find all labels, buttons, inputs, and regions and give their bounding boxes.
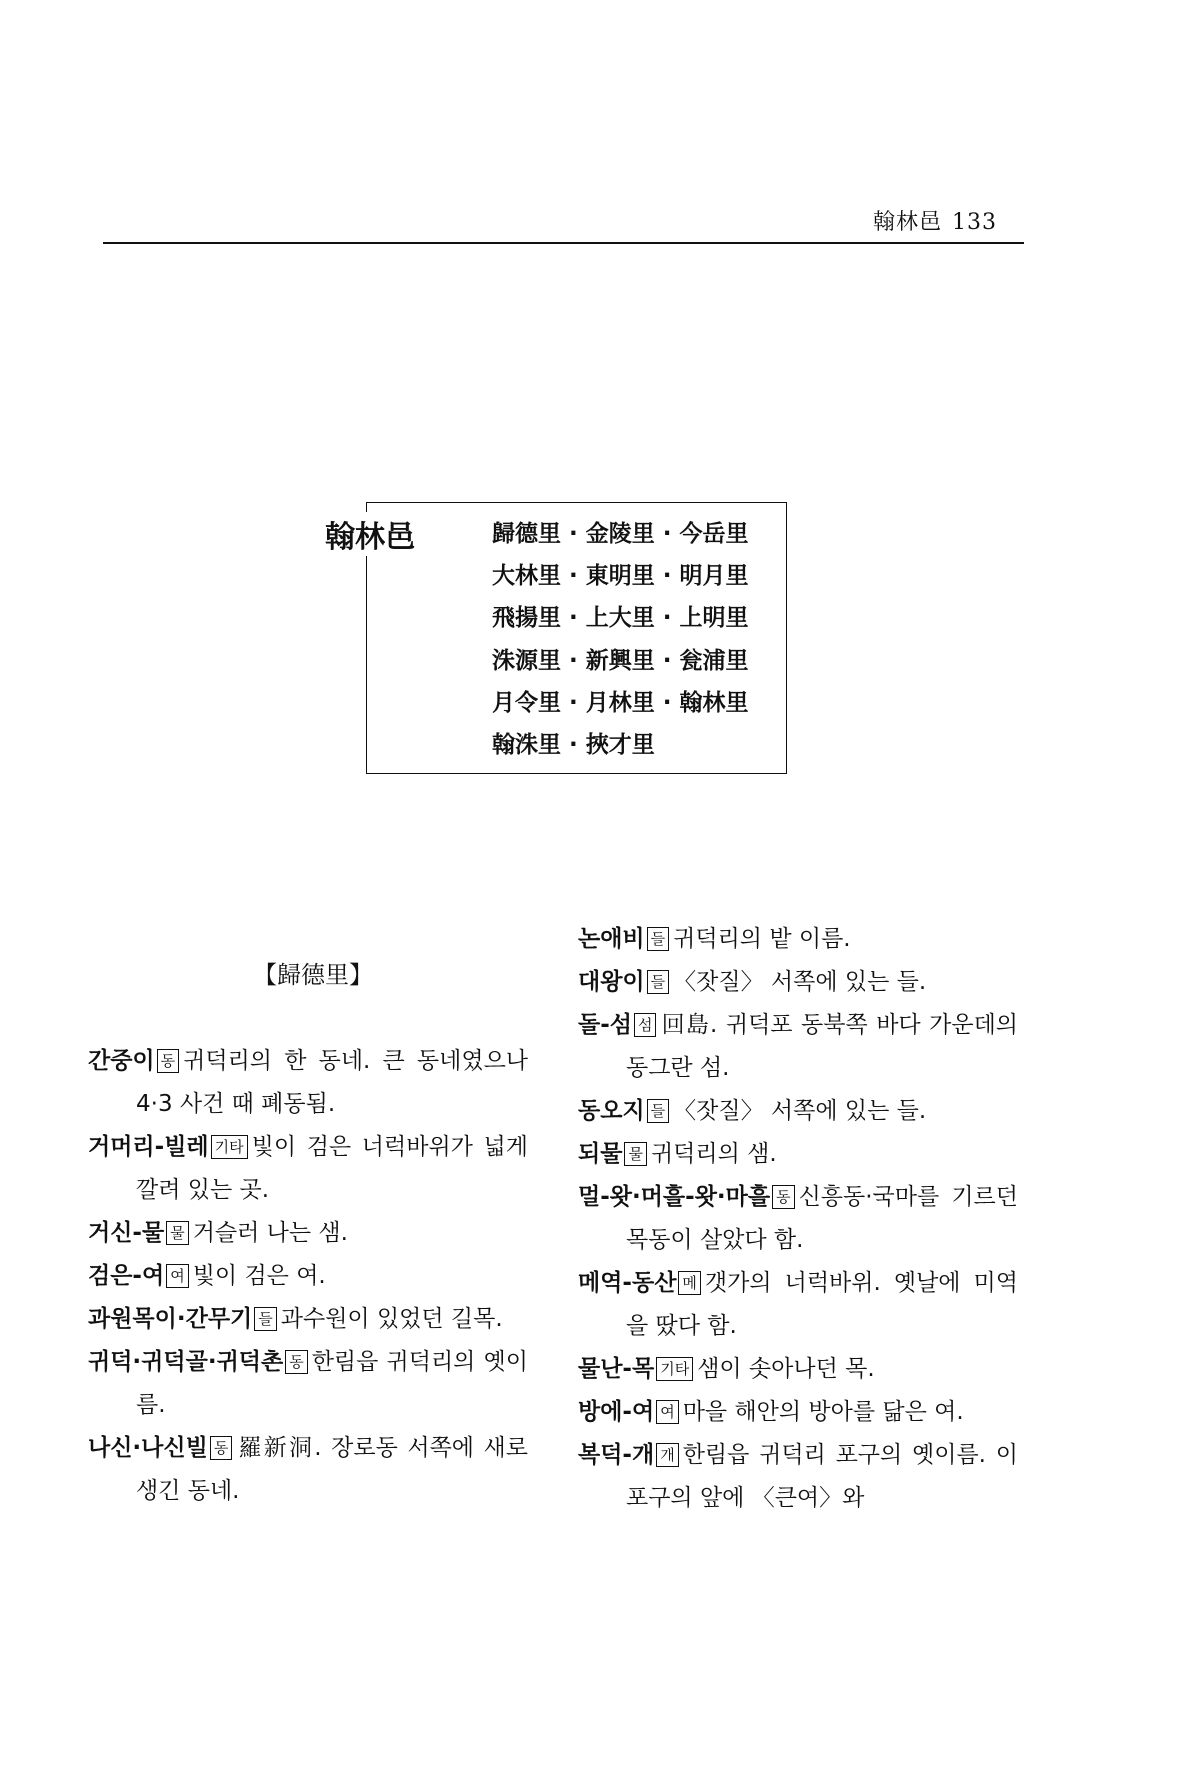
- subheading: 【歸德里】: [253, 961, 373, 989]
- entry-text: 回島. 귀덕포 동북쪽 바다 가운데의 동그란 섬.: [626, 1012, 1018, 1081]
- header-rule: [103, 242, 1024, 244]
- entry-head: 동오지: [578, 1098, 645, 1124]
- entry: [578, 1004, 1018, 1090]
- entries-left-column: [88, 1040, 528, 1513]
- entry-tag: 메: [678, 1271, 701, 1295]
- entry-head: 물난-목: [578, 1356, 655, 1382]
- entry: [578, 1262, 1018, 1348]
- entry-tag: 여: [166, 1264, 189, 1288]
- entry-tag: 섬: [634, 1013, 657, 1037]
- entry-head: 거머리-빌레: [88, 1134, 209, 1160]
- entry-tag: 동: [772, 1185, 795, 1209]
- entry-head: 메역-동산: [578, 1270, 677, 1296]
- entry: [88, 1126, 528, 1212]
- entry: [88, 1255, 528, 1298]
- section-title: 翰林邑: [323, 512, 421, 556]
- entry-head: 멀-왓·머흘-왓·마흘: [578, 1184, 771, 1210]
- entry-head: 검은-여: [88, 1263, 165, 1289]
- village-line: 洙源里 · 新興里 · 瓮浦里: [492, 647, 749, 674]
- entry-text: 羅新洞. 장로동 서쪽에 새로 생긴 동네.: [136, 1435, 528, 1504]
- entry-text: 빛이 검은 너럭바위가 넓게 깔려 있는 곳.: [136, 1134, 528, 1203]
- entry: [578, 1434, 1018, 1520]
- entry-head: 거신-물: [88, 1220, 165, 1246]
- entry-tag: 동: [157, 1049, 180, 1073]
- village-line: 月令里 · 月林里 · 翰林里: [492, 689, 749, 716]
- village-line: 大林里 · 東明里 · 明月里: [492, 563, 749, 590]
- entry-tag: 기타: [656, 1357, 693, 1381]
- entry: [578, 1176, 1018, 1262]
- entry-text: 한림읍 귀덕리의 옛이름.: [136, 1349, 528, 1418]
- entry-text: 갯가의 너럭바위. 옛날에 미역을 땄다 함.: [626, 1270, 1018, 1339]
- entry-tag: 들: [647, 927, 670, 951]
- entry-text: 귀덕리의 밭 이름.: [673, 926, 851, 952]
- entry-tag: 들: [647, 1099, 670, 1123]
- village-list: [492, 513, 749, 766]
- entry-text: 거슬러 나는 샘.: [192, 1220, 348, 1246]
- entry-text: 마을 해안의 방아를 닮은 여.: [682, 1399, 964, 1425]
- entry-text: 과수원이 있었던 길목.: [280, 1306, 503, 1332]
- entry: [578, 1348, 1018, 1391]
- running-title: 翰林邑: [872, 210, 942, 235]
- entries-right-column: [578, 918, 1018, 1520]
- entry-tag: 물: [166, 1221, 189, 1245]
- village-line: 飛揚里 · 上大里 · 上明里: [492, 605, 749, 632]
- entry-text: 빛이 검은 여.: [192, 1263, 326, 1289]
- entry-tag: 들: [254, 1307, 277, 1331]
- entry: [88, 1040, 528, 1126]
- entry: [88, 1341, 528, 1427]
- entry: [578, 1133, 1018, 1176]
- entry: [578, 961, 1018, 1004]
- entry-head: 간중이: [88, 1048, 155, 1074]
- entry-tag: 여: [656, 1400, 679, 1424]
- entry-head: 논애비: [578, 926, 645, 952]
- entry-tag: 동: [210, 1436, 233, 1460]
- entry-tag: 개: [656, 1443, 679, 1467]
- entry-head: 귀덕·귀덕골·귀덕촌: [88, 1349, 284, 1375]
- entry-tag: 동: [285, 1350, 308, 1374]
- entry: [88, 1212, 528, 1255]
- entry-text: 귀덕리의 한 동네. 큰 동네였으나 4·3 사건 때 폐동됨.: [136, 1048, 528, 1117]
- entry-text: 귀덕리의 샘.: [650, 1141, 777, 1167]
- entry-text: 샘이 솟아나던 목.: [697, 1356, 875, 1382]
- entry-tag: 물: [624, 1142, 647, 1166]
- entry-head: 대왕이: [578, 969, 645, 995]
- entry-head: 나신·나신빌: [88, 1435, 208, 1461]
- entry: [578, 1391, 1018, 1434]
- entry-text: 〈잣질〉 서쪽에 있는 들.: [673, 969, 927, 995]
- entry-head: 돌-섬: [578, 1012, 632, 1038]
- entry: [88, 1298, 528, 1341]
- page-number: 133: [952, 210, 997, 235]
- entry: [578, 1090, 1018, 1133]
- entry-tag: 기타: [211, 1135, 248, 1159]
- entry-text: 〈잣질〉 서쪽에 있는 들.: [673, 1098, 927, 1124]
- entry-head: 되물: [578, 1141, 623, 1167]
- entry-head: 복덕-개: [578, 1442, 655, 1468]
- entry-text: 신흥동·국마를 기르던 목동이 살았다 함.: [626, 1184, 1018, 1253]
- entry-tag: 들: [647, 970, 670, 994]
- entry-text: 한림읍 귀덕리 포구의 옛이름. 이 포구의 앞에 〈큰여〉와: [626, 1442, 1018, 1511]
- entry: [88, 1427, 528, 1513]
- running-header: [873, 205, 997, 236]
- entry: [578, 918, 1018, 961]
- entry-head: 방에-여: [578, 1399, 655, 1425]
- village-line: 翰洙里 · 挾才里: [492, 732, 655, 759]
- entry-head: 과원목이·간무기: [88, 1306, 253, 1332]
- village-line: 歸德里 · 金陵里 · 今岳里: [492, 521, 749, 547]
